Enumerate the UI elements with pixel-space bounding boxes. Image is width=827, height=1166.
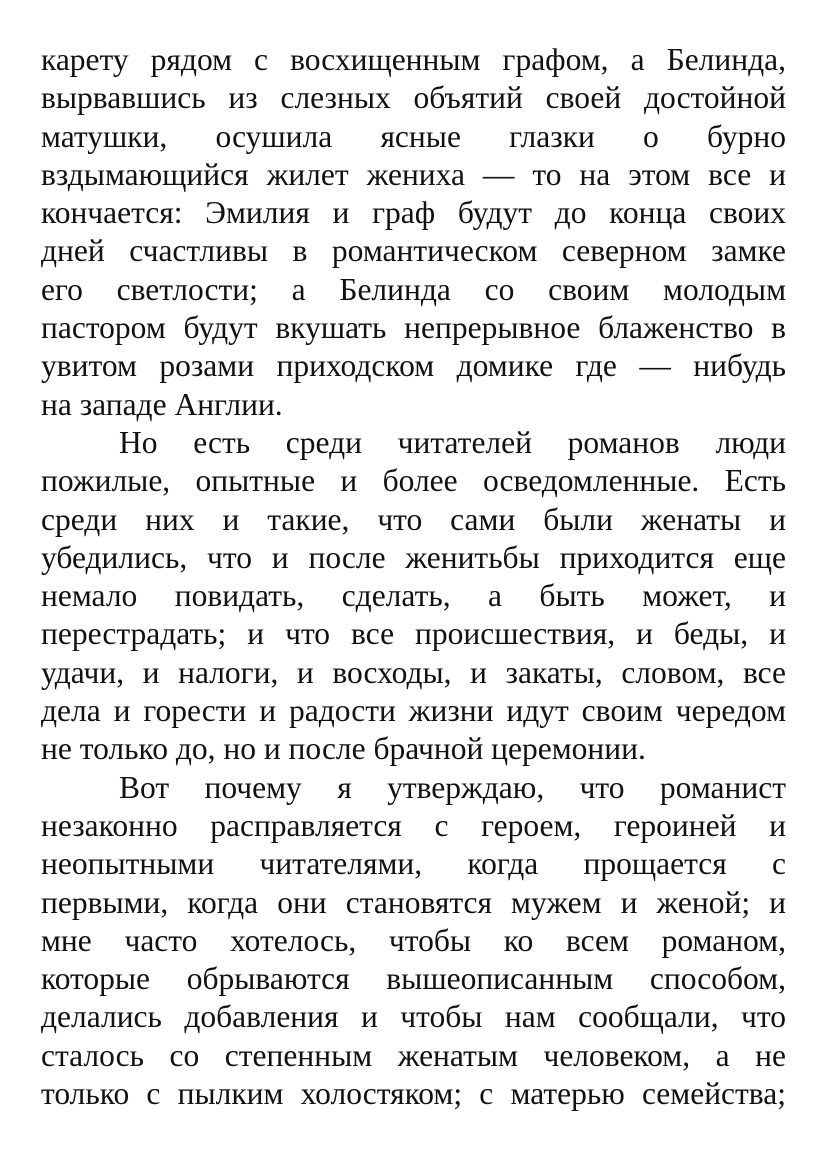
text-line: первыми, когда они становятся мужем и женой; и (41, 884, 786, 920)
text-line: дней счастливы в романтическом северном замке (41, 233, 786, 269)
text-line: матушки, осушила ясные глазки о бурно (41, 118, 786, 154)
text-line: карету рядом с восхищенным графом, а Белинда, (41, 42, 786, 77)
text-line: неопытными читателями, когда прощается с (41, 846, 786, 882)
text-line: пожилые, опытные и более осведомленные. Есть (41, 463, 786, 499)
text-line: увитом розами приходском домике где — нибудь (41, 348, 786, 384)
text-line: мне часто хотелось, чтобы ко всем романом, (41, 922, 786, 958)
text-line: делались добавления и чтобы нам сообщали, что (41, 999, 786, 1035)
text-body (41, 41, 786, 1113)
text-line: вздымающийся жилет жениха — то на этом все и (41, 156, 786, 192)
text-line: которые обрываются вышеописанным способом, (41, 961, 786, 997)
text-line: кончается: Эмилия и граф будут до конца своих (41, 195, 786, 231)
text-line: пастором будут вкушать непрерывное блаженство в (41, 310, 786, 346)
text-line: незаконно расправляется с героем, героиней и (41, 807, 786, 843)
text-line: Вот почему я утверждаю, что романист (119, 769, 786, 805)
text-line: убедились, что и после женитьбы приходится еще (41, 539, 786, 575)
text-line: немало повидать, сделать, а быть может, и (41, 578, 786, 614)
paragraph-3 (41, 769, 786, 1114)
text-line: сталось со степенным женатым человеком, а не (41, 1037, 786, 1073)
text-line: на западе Англии. (41, 386, 283, 422)
text-line: удачи, и налоги, и восходы, и закаты, словом, все (41, 654, 786, 690)
text-line: только с пылким холостяком; с матерью семейства; (41, 1076, 786, 1112)
text-line: не только до, но и после брачной церемонии. (41, 731, 646, 767)
paragraph-1 (41, 41, 786, 424)
text-line: перестрадать; и что все происшествия, и беды, и (41, 616, 786, 652)
text-line: вырвавшись из слезных объятий своей достойной (41, 80, 786, 116)
text-line: среди них и такие, что сами были женаты и (41, 501, 786, 537)
text-line: его светлости; а Белинда со своим молодым (41, 271, 786, 307)
paragraph-2 (41, 424, 786, 769)
text-line: дела и горести и радости жизни идут своим чередом (41, 693, 786, 729)
text-line: Но есть среди читателей романов люди (119, 424, 786, 460)
